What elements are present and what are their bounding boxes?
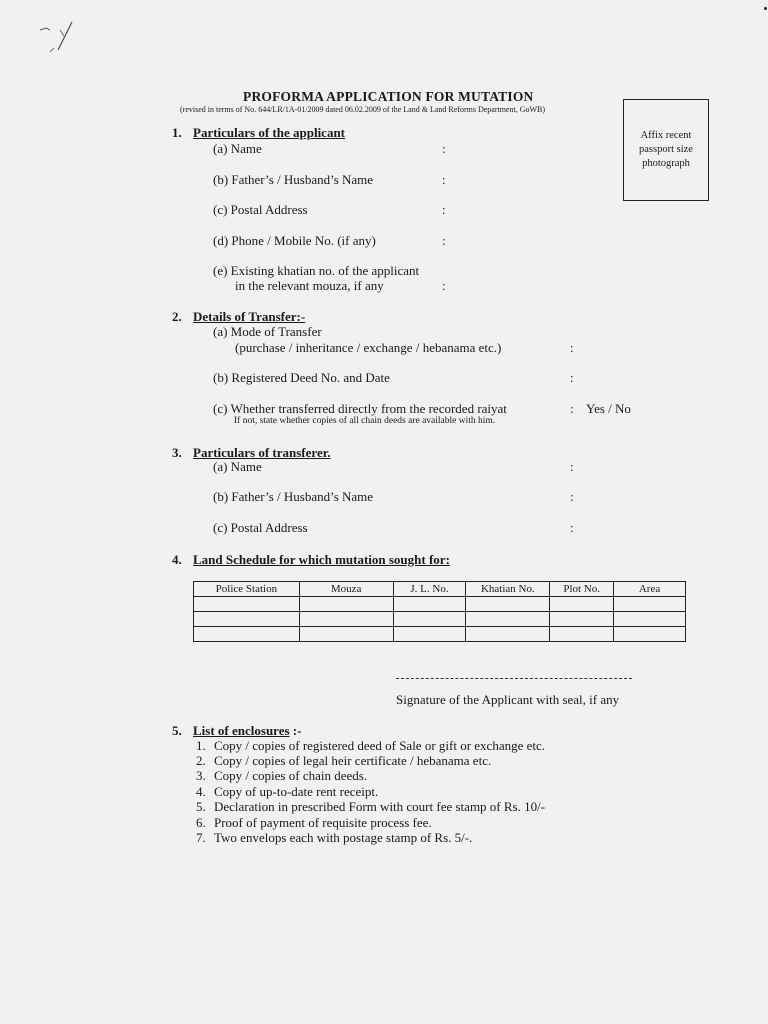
enclosure-number: 4. (196, 784, 206, 799)
table-row (194, 612, 686, 627)
enclosure-number: 2. (196, 753, 206, 768)
enclosure-number: 6. (196, 815, 206, 830)
section4-number: 4. (172, 552, 182, 567)
direct-transfer-sep: : (570, 401, 574, 416)
signature-label: Signature of the Applicant with seal, if any (396, 692, 620, 707)
enclosure-number: 7. (196, 830, 206, 845)
transferer-name-label: (a) Name (213, 459, 262, 474)
photo-label-line2: passport size (639, 144, 693, 155)
deed-no-sep: : (570, 370, 574, 385)
section5-heading: List of enclosures (193, 723, 290, 738)
enclosure-number: 1. (196, 738, 206, 753)
table-row (194, 627, 686, 642)
enclosure-number: 5. (196, 799, 206, 814)
transfer-mode-label: (a) Mode of Transfer (213, 324, 322, 339)
applicant-father-sep: : (442, 172, 446, 187)
enclosure-number: 3. (196, 768, 206, 783)
photo-label-line1: Affix recent (640, 130, 692, 141)
enclosure-item: Proof of payment of requisite process fee. (214, 815, 432, 830)
corner-scribble (30, 16, 80, 56)
transferer-name-sep: : (570, 459, 574, 474)
page-title: PROFORMA APPLICATION FOR MUTATION (243, 89, 534, 104)
applicant-phone-label: (d) Phone / Mobile No. (if any) (213, 233, 376, 248)
col-mouza: Mouza (299, 582, 393, 597)
col-jl-no: J. L. No. (393, 582, 466, 597)
table-row (194, 597, 686, 612)
direct-transfer-label: (c) Whether transferred directly from the recorded raiyat (213, 401, 507, 416)
enclosure-item: Copy / copies of registered deed of Sale or gift or exchange etc. (214, 738, 546, 753)
transferer-father-label: (b) Father’s / Husband’s Name (213, 489, 374, 504)
enclosure-item: Declaration in prescribed Form with court fee stamp of Rs. 10/- (214, 799, 546, 814)
section3-number: 3. (172, 445, 182, 460)
applicant-phone-sep: : (442, 233, 446, 248)
section3-heading: Particulars of transferer. (193, 445, 331, 460)
section1-number: 1. (172, 125, 182, 140)
transfer-mode-sep: : (570, 340, 574, 355)
section5-heading-wrap (193, 723, 301, 739)
photo-label-line3: photograph (642, 158, 690, 169)
applicant-name-label: (a) Name (213, 141, 262, 156)
enclosure-item: Two envelops each with postage stamp of Rs. 5/-. (214, 830, 473, 845)
section5-heading-suffix: :- (289, 723, 302, 738)
land-schedule-table (193, 581, 686, 642)
enclosure-item: Copy / copies of legal heir certificate / hebanama etc. (214, 753, 492, 768)
applicant-address-label: (c) Postal Address (213, 202, 308, 217)
enclosure-item: Copy / copies of chain deeds. (214, 768, 368, 783)
applicant-khatian-label-cont: in the relevant mouza, if any (235, 278, 384, 293)
section2-number: 2. (172, 309, 182, 324)
table-header-row (194, 582, 686, 597)
transferer-father-sep: : (570, 489, 574, 504)
transfer-mode-options: (purchase / inheritance / exchange / hebanama etc.) (235, 340, 502, 355)
edge-mark (764, 7, 767, 10)
section1-heading: Particulars of the applicant (193, 125, 346, 140)
section5-number: 5. (172, 723, 182, 738)
page-subtitle: (revised in terms of No. 644/LR/1A-01/2009 dated 06.02.2009 of the Land & Land Reforms Department, GoWB) (180, 105, 546, 114)
transferer-address-sep: : (570, 520, 574, 535)
direct-transfer-answer: Yes / No (586, 401, 631, 416)
enclosure-item: Copy of up-to-date rent receipt. (214, 784, 379, 799)
transferer-address-label: (c) Postal Address (213, 520, 308, 535)
section2-heading: Details of Transfer:- (193, 309, 306, 324)
col-khatian-no: Khatian No. (466, 582, 550, 597)
applicant-khatian-label: (e) Existing khatian no. of the applicant (213, 263, 420, 278)
col-area: Area (614, 582, 686, 597)
signature-line (396, 678, 632, 679)
col-plot-no: Plot No. (550, 582, 614, 597)
col-police-station: Police Station (194, 582, 300, 597)
direct-transfer-note: If not, state whether copies of all chain deeds are available with him. (234, 416, 496, 426)
section4-heading: Land Schedule for which mutation sought for: (193, 552, 450, 567)
photo-placeholder-box (623, 99, 709, 201)
applicant-name-sep: : (442, 141, 446, 156)
applicant-address-sep: : (442, 202, 446, 217)
deed-no-label: (b) Registered Deed No. and Date (213, 370, 390, 385)
applicant-father-label: (b) Father’s / Husband’s Name (213, 172, 374, 187)
applicant-khatian-sep: : (442, 278, 446, 293)
